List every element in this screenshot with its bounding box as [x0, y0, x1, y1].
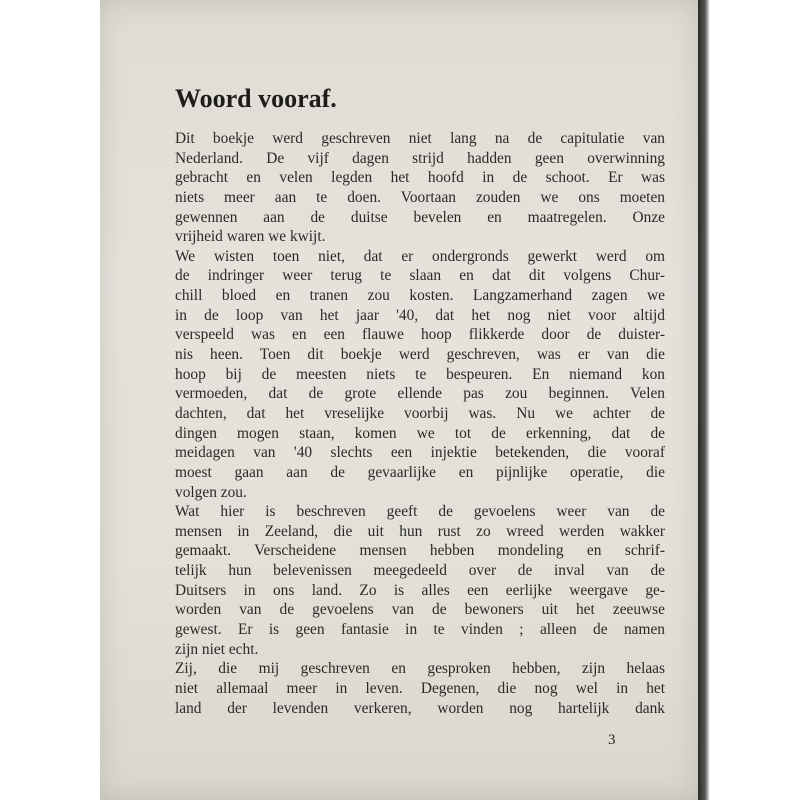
text-line: gebracht en velen legden het hoofd in de schoot. Er was — [175, 169, 665, 187]
page-heading: Woord vooraf. — [175, 84, 337, 113]
text-line: meidagen van '40 slechts een injektie betekenden, die vooraf — [175, 444, 665, 462]
text-line: verspeeld was en een flauwe hoop flikkerde door de duister- — [175, 326, 665, 344]
text-line: Nederland. De vijf dagen strijd hadden geen overwinning — [175, 149, 665, 167]
text-line: Duitsers in ons land. Zo is alles een eerlijke weergave ge- — [175, 581, 665, 599]
text-line: niets meer aan te doen. Voortaan zouden we ons moeten — [175, 188, 665, 206]
text-line: worden van de gevoelens van de bewoners uit het zeeuwse — [175, 601, 665, 619]
text-line: dingen mogen staan, komen we tot de erkenning, dat de — [175, 424, 665, 442]
text-line: de indringer weer terug te slaan en dat dit volgens Chur- — [175, 267, 665, 285]
text-line: in de loop van het jaar '40, dat het nog niet voor altijd — [175, 306, 665, 324]
text-line: niet allemaal meer in leven. Degenen, die nog wel in het — [175, 679, 665, 697]
text-line: hoop bij de meesten niets te bespeuren. En niemand kon — [175, 365, 665, 383]
text-line: mensen in Zeeland, die uit hun rust zo wreed werden wakker — [175, 522, 665, 540]
text-line: vermoeden, dat de grote ellende pas zou beginnen. Velen — [175, 385, 665, 403]
text-line: gemaakt. Verscheidene mensen hebben mondeling en schrif- — [175, 542, 665, 560]
text-line: vrijheid waren we kwijt. — [175, 228, 326, 246]
text-line: Dit boekje werd geschreven niet lang na de capitulatie van — [175, 130, 665, 147]
text-line: We wisten toen niet, dat er ondergronds gewerkt werd om — [175, 247, 665, 265]
text-line: gewennen aan de duitse bevelen en maatregelen. Onze — [175, 208, 665, 226]
page-number: 3 — [608, 732, 616, 748]
text-line: zijn niet echt. — [175, 640, 259, 658]
text-line: moest gaan aan de gevaarlijke en pijnlijke operatie, die — [175, 463, 665, 481]
text-line: nis heen. Toen dit boekje werd geschreven, was er van die — [175, 346, 665, 364]
text-line: volgen zou. — [175, 483, 247, 501]
body-text — [175, 129, 665, 718]
book-spine-shadow — [698, 0, 710, 800]
text-line: gewest. Er is geen fantasie in te vinden ; alleen de namen — [175, 621, 665, 639]
text-line: telijk hun belevenissen meegedeeld over de inval van de — [175, 562, 665, 580]
text-line: dachten, dat het vreselijke voorbij was. Nu we achter de — [175, 404, 665, 422]
text-line: Zij, die mij geschreven en gesproken hebben, zijn helaas — [175, 660, 665, 678]
text-line: Wat hier is beschreven geeft de gevoelens weer van de — [175, 503, 665, 521]
text-line: land der levenden verkeren, worden nog hartelijk dank — [175, 699, 665, 717]
text-line: chill bloed en tranen zou kosten. Langzamerhand zagen we — [175, 287, 665, 305]
